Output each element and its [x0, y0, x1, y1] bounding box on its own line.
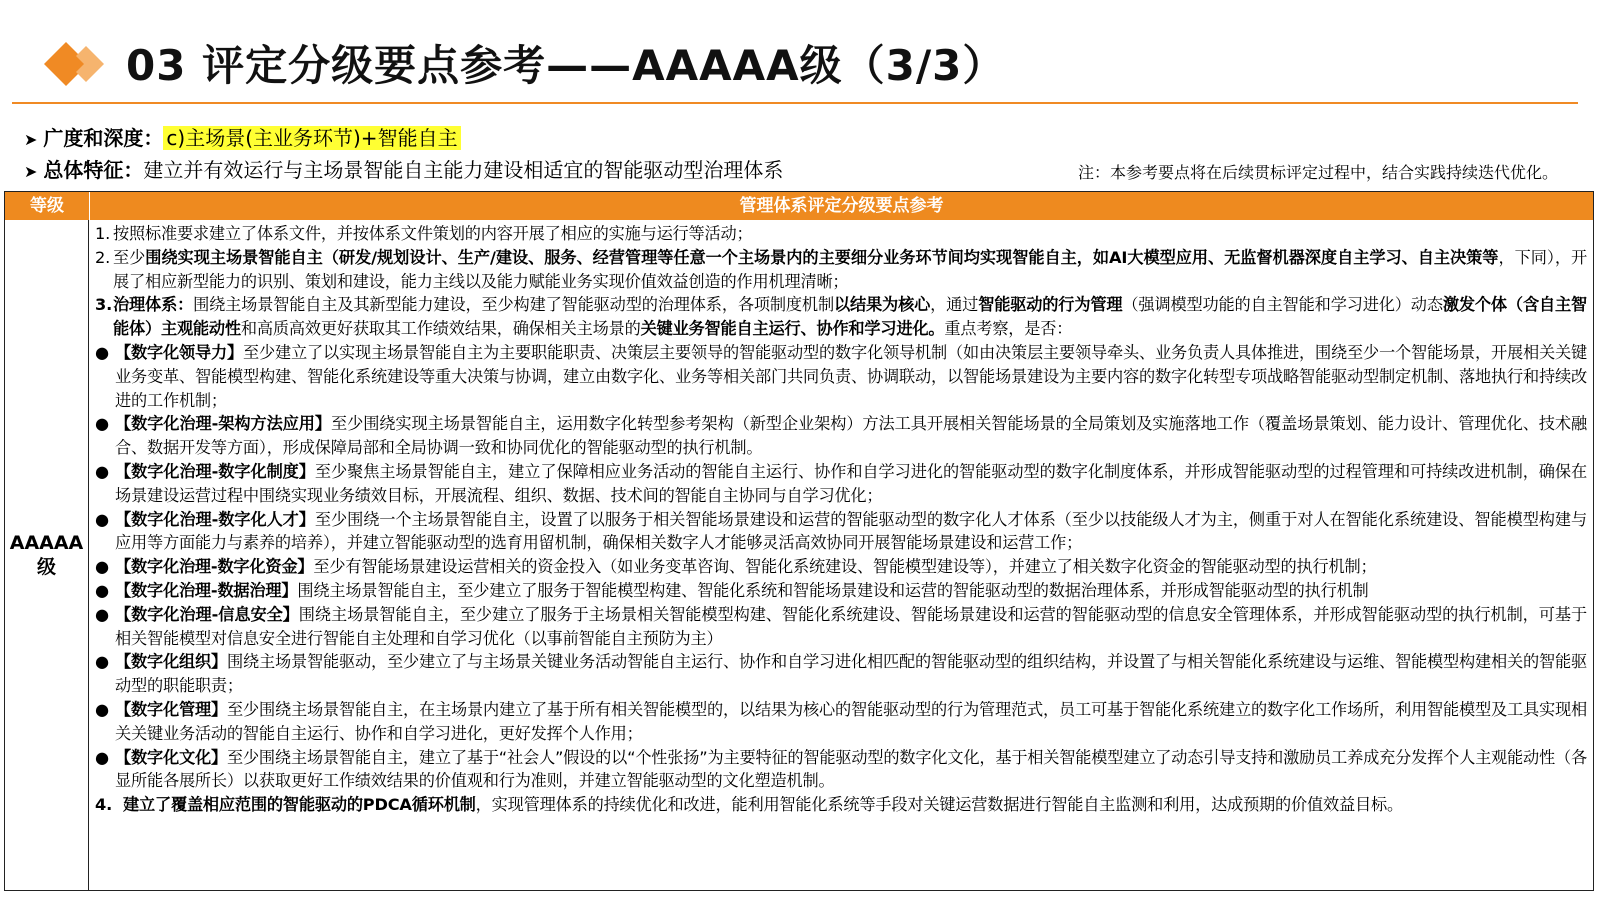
- overall-feature-line: [24, 156, 783, 186]
- black-dot-icon: ●: [95, 747, 109, 767]
- overall-label: 总体特征：: [43, 158, 144, 182]
- item-4: 4. 建立了覆盖相应范围的智能驱动的PDCA循环机制，实现管理体系的持续优化和改进，能利用智能化系统等手段对关键运营数据进行智能自主监测和利用，达成预期的价值效益目标。: [95, 795, 1403, 815]
- black-dot-icon: ●: [95, 652, 109, 672]
- breadth-depth-line: [24, 124, 461, 154]
- breadth-value: c)主场景(主业务环节)+智能自主: [163, 126, 460, 150]
- grading-table: [4, 191, 1594, 891]
- col-header-grade: 等级: [5, 192, 90, 220]
- item-3: 3. 治理体系：围绕主场景智能自主及其新型能力建设，至少构建了智能驱动型的治理体系，各项制度机制以结果为核心，通过智能驱动的行为管理（强调模型功能的自主智能和学习进化）动态激发个体（含自主智能体）主观能动性和高质高效更好获取其工作绩效结果，确保相关主场景的关键业务智能自主运行、协作和学习进化。重点考察，是否：: [95, 295, 1588, 339]
- orange-diamond-icon: [44, 42, 108, 86]
- black-dot-icon: ●: [95, 604, 109, 624]
- black-dot-icon: ●: [95, 414, 109, 434]
- bullet-item: ● 【数字化组织】围绕主场景智能驱动，至少建立了与主场景关键业务活动智能自主运行、协作和自学习进化相匹配的智能驱动型的组织结构，并设置了与相关智能化系统建设与运维、智能模型构建相关的智能驱动型的职能职责；: [95, 650, 1587, 698]
- page-title: 03 评定分级要点参考——AAAAA级（3/3）: [126, 41, 1006, 90]
- bullet-item: ● 【数字化文化】至少围绕主场景智能自主，建立了基于“社会人”假设的以“个性张扬”为主要特征的智能驱动型的数字化文化，基于相关智能模型建立了动态引导支持和激励员工养成充分发挥个人主观能动性（各显所能各展所长）以获取更好工作绩效结果的价值观和行为准则，并建立智能驱动型的文化塑造机制。: [95, 746, 1587, 794]
- bullet-item: ● 【数字化治理-数字化资金】至少有智能场景建设运营相关的资金投入（如业务变革咨询、智能化系统建设、智能模型建设等），并建立了相关数字化资金的智能驱动型的执行机制；: [95, 555, 1587, 579]
- arrowhead-icon: ➤: [24, 130, 38, 149]
- bullet-item: ● 【数字化治理-数据治理】围绕主场景智能自主，至少建立了服务于智能模型构建、智能化系统和智能场景建设和运营的智能驱动型的数据治理体系，并形成智能驱动型的执行机制: [95, 579, 1587, 603]
- reference-content: [95, 222, 1587, 890]
- black-dot-icon: ●: [95, 580, 109, 600]
- grade-cell: AAAAA级: [5, 220, 89, 890]
- black-dot-icon: ●: [95, 461, 109, 481]
- black-dot-icon: ●: [95, 699, 109, 719]
- black-dot-icon: ●: [95, 509, 109, 529]
- breadth-label: 广度和深度：: [43, 126, 164, 150]
- bullet-item: ● 【数字化治理-数字化制度】至少聚焦主场景智能自主，建立了保障相应业务活动的智能自主运行、协作和自学习进化的智能驱动型的数字化制度体系，并形成智能驱动型的过程管理和可持续改进机制，确保在场景建设运营过程中围绕实现业务绩效目标，开展流程、组织、数据、技术间的智能自主协同与自学习优化；: [95, 460, 1587, 508]
- item-1: 1. 按照标准要求建立了体系文件，并按体系文件策划的内容开展了相应的实施与运行等活动；: [95, 224, 753, 243]
- bullet-item: ● 【数字化治理-数字化人才】至少围绕一个主场景智能自主，设置了以服务于相关智能场景建设和运营的智能驱动型的数字化人才体系（至少以技能级人才为主，侧重于对人在智能化系统建设、智能模型构建与应用等方面能力与素养的培养），并建立智能驱动型的选育用留机制，确保相关数字人才能够灵活高效协同开展智能场景建设和运营工作；: [95, 508, 1587, 556]
- title-divider: [12, 102, 1578, 104]
- table-header: [5, 192, 1593, 220]
- overall-value: 建立并有效运行与主场景智能自主能力建设相适宜的智能驱动型治理体系: [143, 158, 784, 182]
- arrowhead-icon: ➤: [24, 162, 38, 181]
- black-dot-icon: ●: [95, 342, 109, 362]
- col-header-reference: 管理体系评定分级要点参考: [739, 196, 944, 216]
- bullet-item: ● 【数字化治理-架构方法应用】至少围绕实现主场景智能自主，运用数字化转型参考架构（新型企业架构）方法工具开展相关智能场景的全局策划及实施落地工作（覆盖场景策划、能力设计、管理优化、技术融合、数据开发等方面），形成保障局部和全局协调一致和协同优化的智能驱动型的执行机制。: [95, 412, 1587, 460]
- bullet-item: ● 【数字化管理】至少围绕主场景智能自主，在主场景内建立了基于所有相关智能模型的，以结果为核心的智能驱动型的行为管理范式，员工可基于智能化系统建立的数字化工作场所，利用智能模型及工具实现相关关键业务活动的智能自主运行、协作和自学习进化，更好发挥个人作用；: [95, 698, 1587, 746]
- black-dot-icon: ●: [95, 557, 109, 577]
- bullet-item: ● 【数字化领导力】至少建立了以实现主场景智能自主为主要职能职责、决策层主要领导的智能驱动型的数字化领导机制（如由决策层主要领导牵头、业务负责人具体推进，围绕至少一个智能场景，开展相关关键业务变革、智能模型构建、智能化系统建设等重大决策与协调，建立由数字化、业务等相关部门共同负责、协调联动，以智能场景建设为主要内容的数字化转型专项战略智能驱动型制定机制、落地执行和持续改进的工作机制；: [95, 341, 1587, 412]
- footnote: 注：本参考要点将在后续贯标评定过程中，结合实践持续迭代优化。: [1077, 163, 1558, 182]
- bullet-item: ● 【数字化治理-信息安全】围绕主场景智能自主，至少建立了服务于主场景相关智能模型构建、智能化系统建设、智能场景建设和运营的智能驱动型的信息安全管理体系，并形成智能驱动型的执行机制，可基于相关智能模型对信息安全进行智能自主处理和自学习优化（以事前智能自主预防为主）: [95, 603, 1587, 651]
- item-2: 2. 至少围绕实现主场景智能自主（研发/规划设计、生产/建设、服务、经营管理等任意一个主场景内的主要细分业务环节间均实现智能自主，如AI大模型应用、无监督机器深度自主学习、自主决策等，下同），开展了相应新型能力的识别、策划和建设，能力主线以及能力赋能业务实现价值效益创造的作用机理清晰；: [95, 247, 1588, 291]
